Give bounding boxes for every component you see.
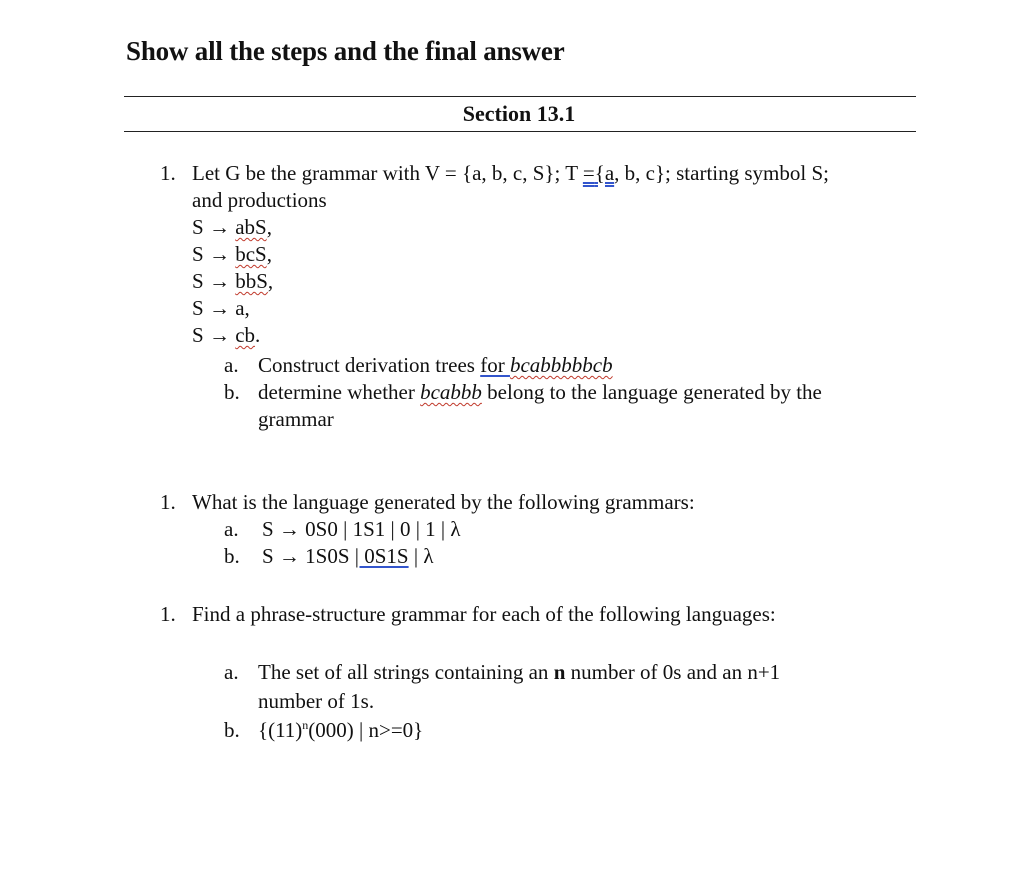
q3b-marker: b. xyxy=(224,718,240,742)
q2a-marker: a. xyxy=(224,517,239,541)
q1-line1-prefix: Let G be the grammar with V = {a, b, c, S}; T xyxy=(192,161,583,185)
production-lhs: S xyxy=(192,215,204,239)
q3a-text-line2: number of 1s. xyxy=(258,689,375,713)
production xyxy=(192,241,272,268)
q1a-text xyxy=(258,352,613,379)
production-lhs: S xyxy=(192,323,204,347)
arrow-icon: → xyxy=(208,296,230,320)
production-end: , xyxy=(267,269,274,293)
q1a-marker: a. xyxy=(224,353,239,377)
production-end: , xyxy=(266,215,272,239)
production-rhs: abS xyxy=(235,215,267,239)
q3-number: 1. xyxy=(160,602,176,626)
q2b-text-end: | λ xyxy=(408,544,434,568)
q3-text: Find a phrase-structure grammar for each of the following languages: xyxy=(192,602,776,626)
q1-line1-set: {a xyxy=(594,161,615,185)
q3a-text-main: The set of all strings containing an xyxy=(258,660,554,684)
q1b-marker: b. xyxy=(224,380,240,404)
production xyxy=(192,295,250,322)
q2a-text: S → 0S0 | 1S1 | 0 | 1 | λ xyxy=(262,517,461,541)
production-rhs: bbS xyxy=(235,269,268,293)
q2b-text-main: S → 1S0S xyxy=(262,544,355,568)
arrow-icon: → xyxy=(208,215,230,239)
q3a-text xyxy=(258,659,780,686)
q1-line2: and productions xyxy=(192,188,327,212)
top-rule xyxy=(124,96,916,97)
q1-line1 xyxy=(192,160,829,187)
q1b-text-rest: belong to the language generated by the xyxy=(481,380,822,404)
q1a-string: bcabbbbbcb xyxy=(509,353,613,377)
production xyxy=(192,214,272,241)
q1-number: 1. xyxy=(160,161,176,185)
q2-text: What is the language generated by the following grammars: xyxy=(192,490,695,514)
q3a-bold-n: n xyxy=(553,660,566,684)
q3b-text xyxy=(258,717,423,744)
q1b-text-line2: grammar xyxy=(258,407,334,431)
q2b-text xyxy=(262,543,434,570)
q3b-text-rest: (000) | n>=0} xyxy=(308,718,424,742)
q1a-for: for xyxy=(480,353,510,377)
q1b-string: bcabbb xyxy=(420,380,482,404)
q1-line1-eq: = xyxy=(582,161,595,185)
production-end: , xyxy=(244,296,250,320)
q2-number: 1. xyxy=(160,490,176,514)
q2b-underlined: | 0S1S xyxy=(354,544,409,568)
production-rhs: cb xyxy=(235,323,256,347)
production-end: . xyxy=(255,323,261,347)
production-lhs: S xyxy=(192,296,204,320)
q1a-text-main: Construct derivation trees xyxy=(258,353,481,377)
production-lhs: S xyxy=(192,269,204,293)
production xyxy=(192,268,273,295)
bottom-rule xyxy=(124,131,916,132)
q3a-text-rest: number of 0s and an n+1 xyxy=(565,660,781,684)
q1b-text-main: determine whether xyxy=(258,380,421,404)
q1-line1-suffix: , b, c}; starting symbol S; xyxy=(614,161,829,185)
production-lhs: S xyxy=(192,242,204,266)
page-title: Show all the steps and the final answer xyxy=(126,36,565,66)
production xyxy=(192,322,260,349)
arrow-icon: → xyxy=(208,323,230,347)
section-heading: Section 13.1 xyxy=(462,101,576,126)
q3b-superscript: n xyxy=(302,718,309,732)
arrow-icon: → xyxy=(208,242,230,266)
q1b-text xyxy=(258,379,822,406)
q2b-marker: b. xyxy=(224,544,240,568)
production-end: , xyxy=(266,242,272,266)
production-rhs: bcS xyxy=(235,242,267,266)
q3b-text-main: {(11) xyxy=(258,718,303,742)
production-rhs: a xyxy=(235,296,245,320)
arrow-icon: → xyxy=(208,269,230,293)
q3a-marker: a. xyxy=(224,660,239,684)
